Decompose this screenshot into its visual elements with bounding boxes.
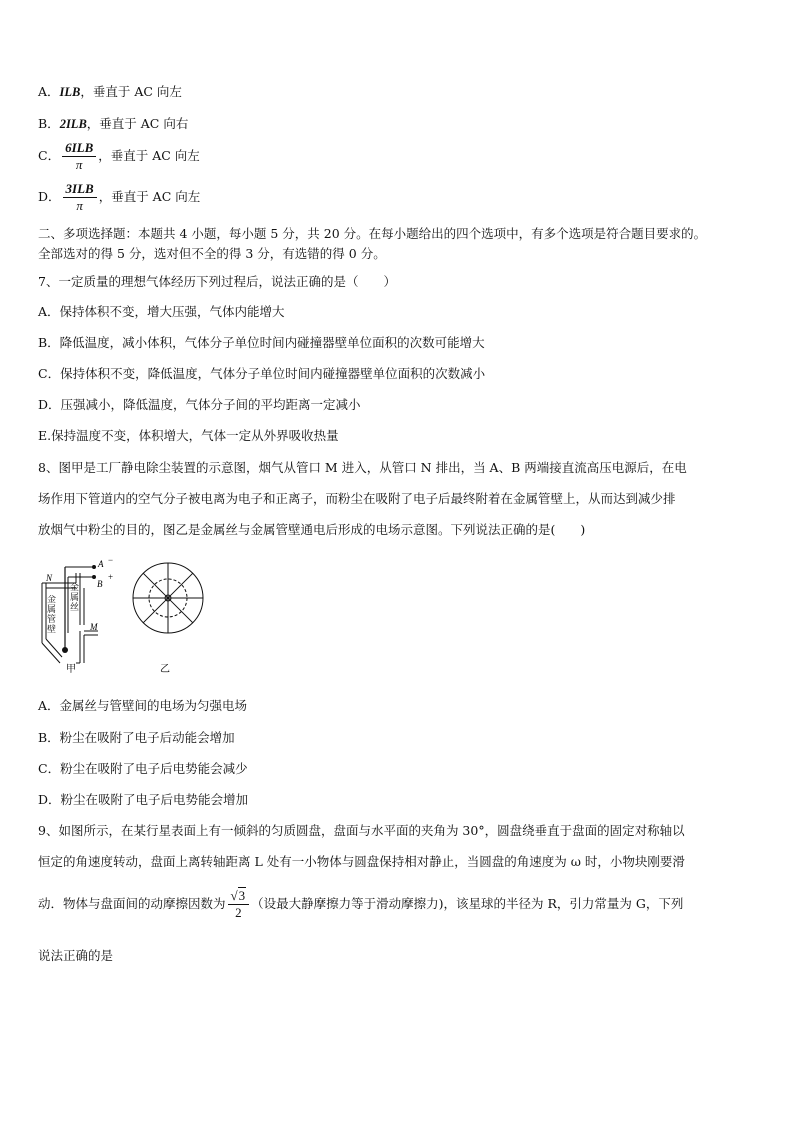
q8-stem-line1: 8、图甲是工厂静电除尘装置的示意图，烟气从管口 M 进入，从管口 N 排出，当 A、B 两端接直流高压电源后，在电	[38, 460, 687, 475]
q9-line3-pre: 动．物体与盘面间的动摩擦因数为	[38, 896, 226, 911]
fraction-numerator: 3ILB	[63, 181, 97, 198]
fraction-sqrt3-over-2	[228, 888, 250, 921]
q6-option-b	[38, 114, 188, 132]
q7-option-e: E.保持温度不变，体积增大，气体一定从外界吸收热量	[38, 428, 339, 443]
q8-stem-line3: 放烟气中粉尘的目的，图乙是金属丝与金属管壁通电后形成的电场示意图。下列说法正确的是( )	[38, 522, 586, 537]
label-m: M	[90, 622, 98, 632]
label-yi: 乙	[160, 664, 170, 675]
wire-label-box	[70, 583, 82, 623]
option-letter: C．	[38, 148, 61, 163]
q7-option-a: A．保持体积不变，增大压强，气体内能增大	[38, 304, 285, 319]
wire-label: 金属丝	[70, 583, 80, 613]
q8-option-d: D．粉尘在吸附了电子后电势能会增加	[38, 792, 249, 807]
field-diagram	[133, 563, 203, 633]
q6-option-a	[38, 82, 182, 100]
option-expr: ILB	[59, 85, 81, 99]
label-minus: −	[108, 555, 114, 565]
terminal-b	[92, 575, 96, 579]
section2-line2: 全部选对的得 5 分，选对但不全的得 3 分，有选错的得 0 分。	[38, 246, 386, 261]
q6-option-c	[38, 140, 200, 173]
wall-label-box	[47, 595, 59, 645]
option-tail: ，垂直于 AC 向左	[98, 189, 201, 204]
fraction-numerator: 6ILB	[62, 140, 96, 157]
q8-figure	[38, 553, 208, 678]
fraction-denominator: 2	[235, 905, 242, 920]
label-a: A	[98, 559, 104, 569]
q9-line3-post: （设最大静摩擦力等于滑动摩擦力)，该星球的半径为 R，引力常量为 G，下列	[251, 896, 684, 911]
label-jia: 甲	[66, 664, 76, 675]
q7-stem: 7、一定质量的理想气体经历下列过程后，说法正确的是（ ）	[38, 274, 396, 289]
q9-line2: 恒定的角速度转动，盘面上离转轴距离 L 处有一小物体与圆盘保持相对静止，当圆盘的角速度为 ω 时，小物块刚要滑	[38, 854, 685, 869]
wire-weight	[62, 647, 68, 653]
sqrt-radicand: 3	[238, 888, 246, 903]
option-expr: 2ILB	[59, 117, 87, 131]
q6-option-d	[38, 181, 200, 214]
q7-option-b: B．降低温度，减小体积，气体分子单位时间内碰撞器壁单位面积的次数可能增大	[38, 335, 485, 350]
fraction-denominator: π	[75, 157, 83, 172]
q9-line4: 说法正确的是	[38, 948, 114, 963]
fraction-denominator: π	[76, 198, 83, 213]
option-tail: ，垂直于 AC 向左	[98, 148, 200, 163]
q8-stem-line2: 场作用下管道内的空气分子被电离为电子和正离子，而粉尘在吸附了电子后最终附着在金属管壁上，从而达到减少排	[38, 491, 676, 506]
option-tail: ，垂直于 AC 向右	[86, 116, 189, 131]
q8-option-b: B．粉尘在吸附了电子后动能会增加	[38, 730, 235, 745]
sqrt-symbol: √3	[230, 888, 246, 903]
q9-line3	[38, 888, 683, 921]
electrostatic-precipitator-diagram	[38, 553, 208, 678]
label-plus: +	[108, 572, 114, 582]
fraction	[63, 181, 97, 214]
fraction	[62, 140, 96, 173]
wall-label: 金属管壁	[47, 595, 57, 635]
q7-option-d: D．压强减小，降低温度，气体分子间的平均距离一定减小	[38, 397, 361, 412]
option-letter: B．	[38, 116, 60, 131]
option-letter: D．	[38, 189, 61, 204]
q7-option-c: C．保持体积不变，降低温度，气体分子单位时间内碰撞器壁单位面积的次数减小	[38, 366, 486, 381]
q8-option-c: C．粉尘在吸附了电子后电势能会减少	[38, 761, 248, 776]
option-letter: A．	[38, 84, 60, 99]
option-tail: ，垂直于 AC 向左	[80, 84, 182, 99]
terminal-a	[92, 565, 96, 569]
section2-line1: 二、多项选择题：本题共 4 小题，每小题 5 分，共 20 分。在每小题给出的四个选项中，有多个选项是符合题目要求的。	[38, 226, 707, 241]
label-b: B	[97, 579, 103, 589]
q8-option-a: A．金属丝与管壁间的电场为匀强电场	[38, 698, 248, 713]
q9-line1: 9、如图所示，在某行星表面上有一倾斜的匀质圆盘，盘面与水平面的夹角为 30°，圆盘绕垂直于盘面的固定对称轴以	[38, 823, 685, 838]
label-n: N	[46, 573, 53, 583]
